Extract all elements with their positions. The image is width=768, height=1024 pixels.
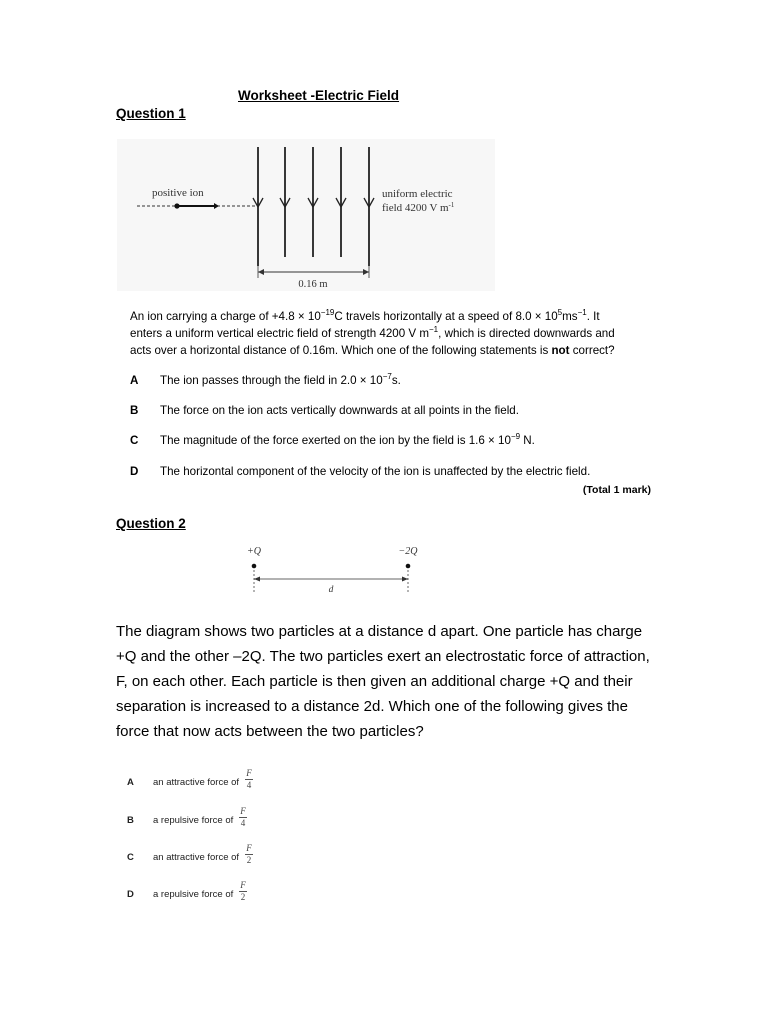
field-label-line2: field 4200 V m <box>382 202 449 214</box>
width-label: 0.16 m <box>298 279 328 290</box>
ion-label: positive ion <box>152 187 204 199</box>
positive-ion-dot <box>174 203 179 208</box>
field-label-exponent: -1 <box>448 201 455 209</box>
field-lines <box>253 147 374 266</box>
fraction-f-over-2: F 2 <box>246 843 252 865</box>
right-charge-label: −2Q <box>398 546 418 557</box>
fraction-f-over-4: F 4 <box>240 806 246 828</box>
dimension-arrow-right-icon <box>363 269 369 275</box>
distance-arrow-left-icon <box>254 577 260 582</box>
ion-arrowhead-icon <box>214 203 219 209</box>
worksheet-title: Worksheet -Electric Field <box>238 88 400 103</box>
electric-field-diagram <box>117 139 495 291</box>
dimension-arrow-left-icon <box>258 269 264 275</box>
field-label-line1: uniform electric <box>382 188 453 200</box>
total-mark: (Total 1 mark) <box>582 484 651 496</box>
question-2-stem: The diagram shows two particles at a distance d apart. One particle has charge +Q and the other –2Q. The two particles exert an electrostatic force of attraction, F, on each other. Each particle is then given an additional charge +Q and their separation is increased to a distance 2d. Which one of the following gives the force that now acts between the two particles? <box>116 623 650 740</box>
question-1-heading: Question 1 <box>116 106 186 121</box>
fraction-f-over-2: F 2 <box>240 880 246 902</box>
distance-arrow-right-icon <box>402 577 408 582</box>
fraction-f-over-4: F 4 <box>246 768 252 790</box>
svg-text:field 4200 V m-1 <box>382 201 455 214</box>
distance-label: d <box>328 585 334 595</box>
left-charge-label: +Q <box>247 546 261 557</box>
question-1-stem: An ion carrying a charge of $+4.8 \times 10^{-19}C$ travels horizontally at a speed of $8.0 \times 10^5ms^{-1}$. It enters a uniform vertical electric field of strength 4200 V $m^{-1}$, which is directed downwards and acts over a horizontal distance of 0.16m. Which one of the following statements is not correct? <box>130 308 615 357</box>
right-particle-dot <box>406 564 411 569</box>
left-particle-dot <box>252 564 257 569</box>
two-charges-diagram <box>236 542 436 598</box>
question-2-heading: Question 2 <box>116 516 186 531</box>
